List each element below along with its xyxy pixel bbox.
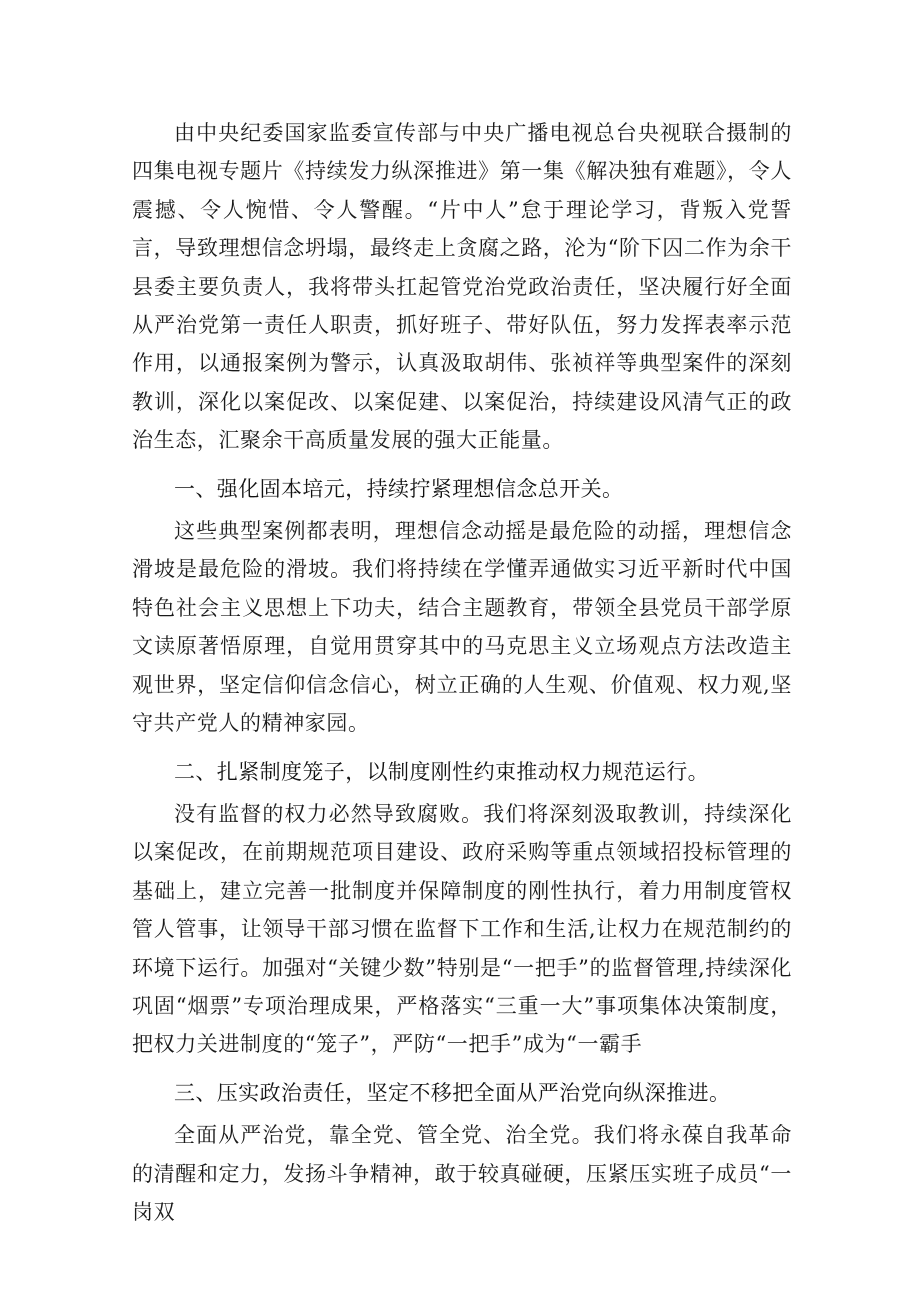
section-heading-1: 一、强化固本培元，持续拧紧理想信念总开关。 (174, 476, 624, 501)
document-body (132, 114, 792, 1231)
section-heading-2: 二、扎紧制度笼子，以制度刚性约束推动权力规范运行。 (174, 759, 709, 784)
section-3-paragraph: 全面从严治党，靠全党、管全党、治全党。我们将永葆自我革命的清醒和定力，发扬斗争精神，敢于较真碰硬，压紧压实班子成员“一岗双 (132, 1123, 792, 1224)
intro-paragraph: 由中央纪委国家监委宣传部与中央广播电视总台央视联合摄制的四集电视专题片《持续发力纵深推进》第一集《解决独有难题》，令人震撼、令人惋惜、令人警醒。“片中人”怠于理论学习，背叛入党誓言，导致理想信念坍塌，最终走上贪腐之路，沦为“阶下囚二作为余干县委主要负责人，我将带头扛起管党治党政治责任，坚决履行好全面从严治党第一责任人职责，抓好班子、带好队伍，努力发挥表率示范作用，以通报案例为警示，认真汲取胡伟、张祯祥等典型案件的深刻教训，深化以案促改、以案促建、以案促治，持续建设风清气正的政治生态，汇聚余干高质量发展的强大正能量。 (132, 121, 792, 453)
section-2-paragraph: 没有监督的权力必然导致腐败。我们将深刻汲取教训，持续深化以案促改，在前期规范项目建设、政府采购等重点领域招投标管理的基础上，建立完善一批制度并保障制度的刚性执行，着力用制度管权管人管事，让领导干部习惯在监督下工作和生活,让权力在规范制约的环境下运行。加强对“关键少数”特别是“一把手”的监督管理,持续深化巩固“烟票”专项治理成果，严格落实“三重一大”事项集体决策制度，把权力关进制度的“笼子”，严防“一把手”成为“一霸手 (132, 801, 792, 1057)
section-heading-3: 三、压实政治责任，坚定不移把全面从严治党向纵深推进。 (174, 1080, 731, 1105)
section-1-paragraph: 这些典型案例都表明，理想信念动摇是最危险的动摇，理想信念滑坡是最危险的滑坡。我们将持续在学懂弄通做实习近平新时代中国特色社会主义思想上下功夫，结合主题教育，带领全县党员干部学原文读原著悟原理，自觉用贯穿其中的马克思主义立场观点方法改造主观世界，坚定信仰信念信心，树立正确的人生观、价值观、权力观,坚守共产党人的精神家园。 (132, 519, 792, 736)
